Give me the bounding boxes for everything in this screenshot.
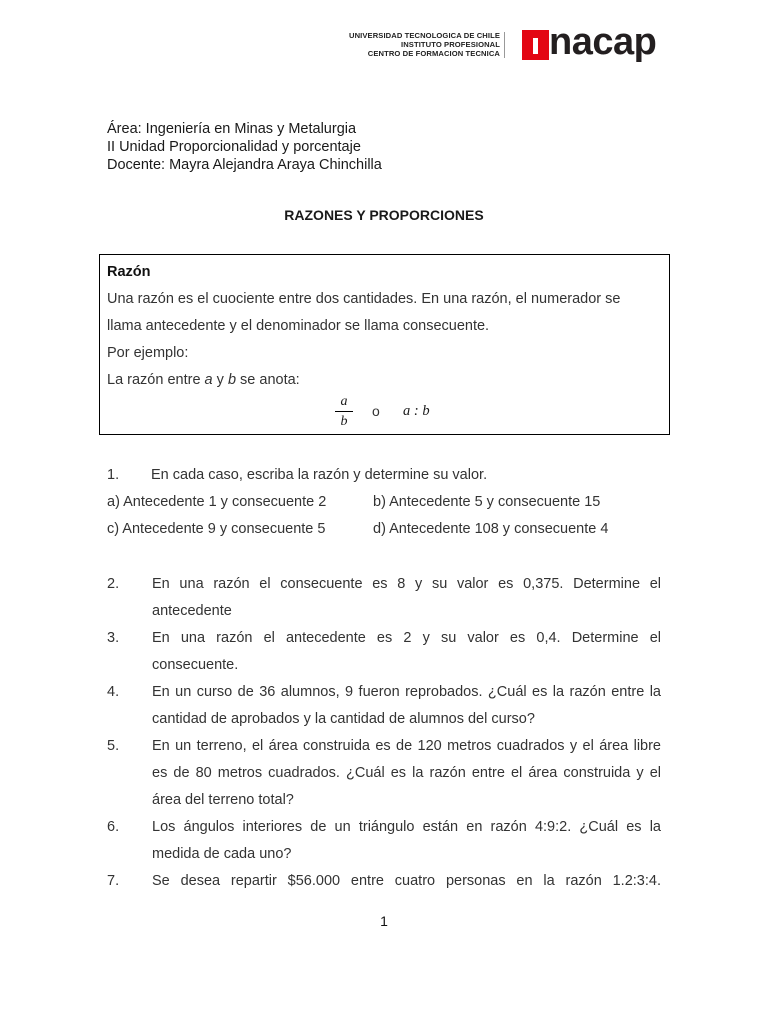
- fraction-denominator: b: [340, 414, 348, 429]
- exercise-3-number: 3.: [107, 630, 120, 646]
- exercise-4-line-1: En un curso de 36 alumnos, 9 fueron reprobados. ¿Cuál es la razón entre la: [152, 684, 661, 700]
- exercise-4-number: 4.: [107, 684, 120, 700]
- page-number: 1: [380, 913, 388, 929]
- area-line: Área: Ingeniería en Minas y Metalurgia: [107, 121, 357, 137]
- fraction-a-over-b: [335, 394, 353, 430]
- exercise-1-number: 1.: [107, 467, 120, 483]
- definition-line-3: Por ejemplo:: [107, 345, 189, 361]
- definition-heading: Razón: [107, 264, 151, 280]
- header-divider: [504, 32, 505, 58]
- inacap-logo-text: nacap: [549, 21, 657, 63]
- institution-line-1: UNIVERSIDAD TECNOLOGICA DE CHILE: [348, 31, 500, 40]
- docente-line: Docente: Mayra Alejandra Araya Chinchilla: [107, 157, 382, 173]
- line4-conj: y: [216, 372, 224, 388]
- document-title: RAZONES Y PROPORCIONES: [284, 207, 484, 223]
- exercise-6-number: 6.: [107, 819, 120, 835]
- variable-b: b: [227, 372, 237, 388]
- definition-line-1: Una razón es el cuociente entre dos cantidades. En una razón, el numerador se: [107, 291, 621, 307]
- exercise-5-line-2: es de 80 metros cuadrados. ¿Cuál es la razón entre el área construida y el: [152, 765, 661, 781]
- exercise-1-a: a) Antecedente 1 y consecuente 2: [107, 494, 327, 510]
- institution-line-2: INSTITUTO PROFESIONAL: [401, 40, 500, 49]
- unidad-line: II Unidad Proporcionalidad y porcentaje: [107, 139, 361, 155]
- exercise-2-line-1: En una razón el consecuente es 8 y su valor es 0,375. Determine el: [152, 576, 661, 592]
- or-word: o: [372, 403, 380, 419]
- line4-prefix: La razón entre: [107, 372, 201, 388]
- definition-line-2: llama antecedente y el denominador se llama consecuente.: [107, 318, 490, 334]
- exercise-5-number: 5.: [107, 738, 120, 754]
- exercise-1-b: b) Antecedente 5 y consecuente 15: [373, 494, 601, 510]
- exercise-5-line-3: área del terreno total?: [152, 792, 294, 808]
- exercise-2-number: 2.: [107, 576, 120, 592]
- exercise-6-line-1: Los ángulos interiores de un triángulo están en razón 4:9:2. ¿Cuál es la: [152, 819, 661, 835]
- exercise-6-line-2: medida de cada uno?: [152, 846, 292, 862]
- fraction-numerator: a: [340, 394, 348, 409]
- exercise-5-line-1: En un terreno, el área construida es de 120 metros cuadrados y el área libre: [152, 738, 661, 754]
- line4-suffix: se anota:: [240, 372, 300, 388]
- exercise-2-line-2: antecedente: [152, 603, 232, 619]
- fraction-bar: [335, 411, 353, 412]
- exercise-4-line-2: cantidad de aprobados y la cantidad de alumnos del curso?: [152, 711, 535, 727]
- institution-line-3: CENTRO DE FORMACION TECNICA: [367, 49, 500, 58]
- ratio-notation: a : b: [403, 403, 430, 419]
- exercise-3-line-2: consecuente.: [152, 657, 239, 673]
- exercise-7-number: 7.: [107, 873, 120, 889]
- inacap-logo-mark: [522, 30, 549, 60]
- exercise-1-c: c) Antecedente 9 y consecuente 5: [107, 521, 326, 537]
- exercise-3-line-1: En una razón el antecedente es 2 y su valor es 0,4. Determine el: [152, 630, 661, 646]
- exercise-1-d: d) Antecedente 108 y consecuente 4: [373, 521, 609, 537]
- definition-line-4: [107, 371, 300, 389]
- exercise-1-prompt: En cada caso, escriba la razón y determine su valor.: [151, 467, 488, 483]
- exercise-7-line-1: Se desea repartir $56.000 entre cuatro personas en la razón 1.2:3:4.: [152, 873, 661, 889]
- variable-a: a: [204, 372, 213, 388]
